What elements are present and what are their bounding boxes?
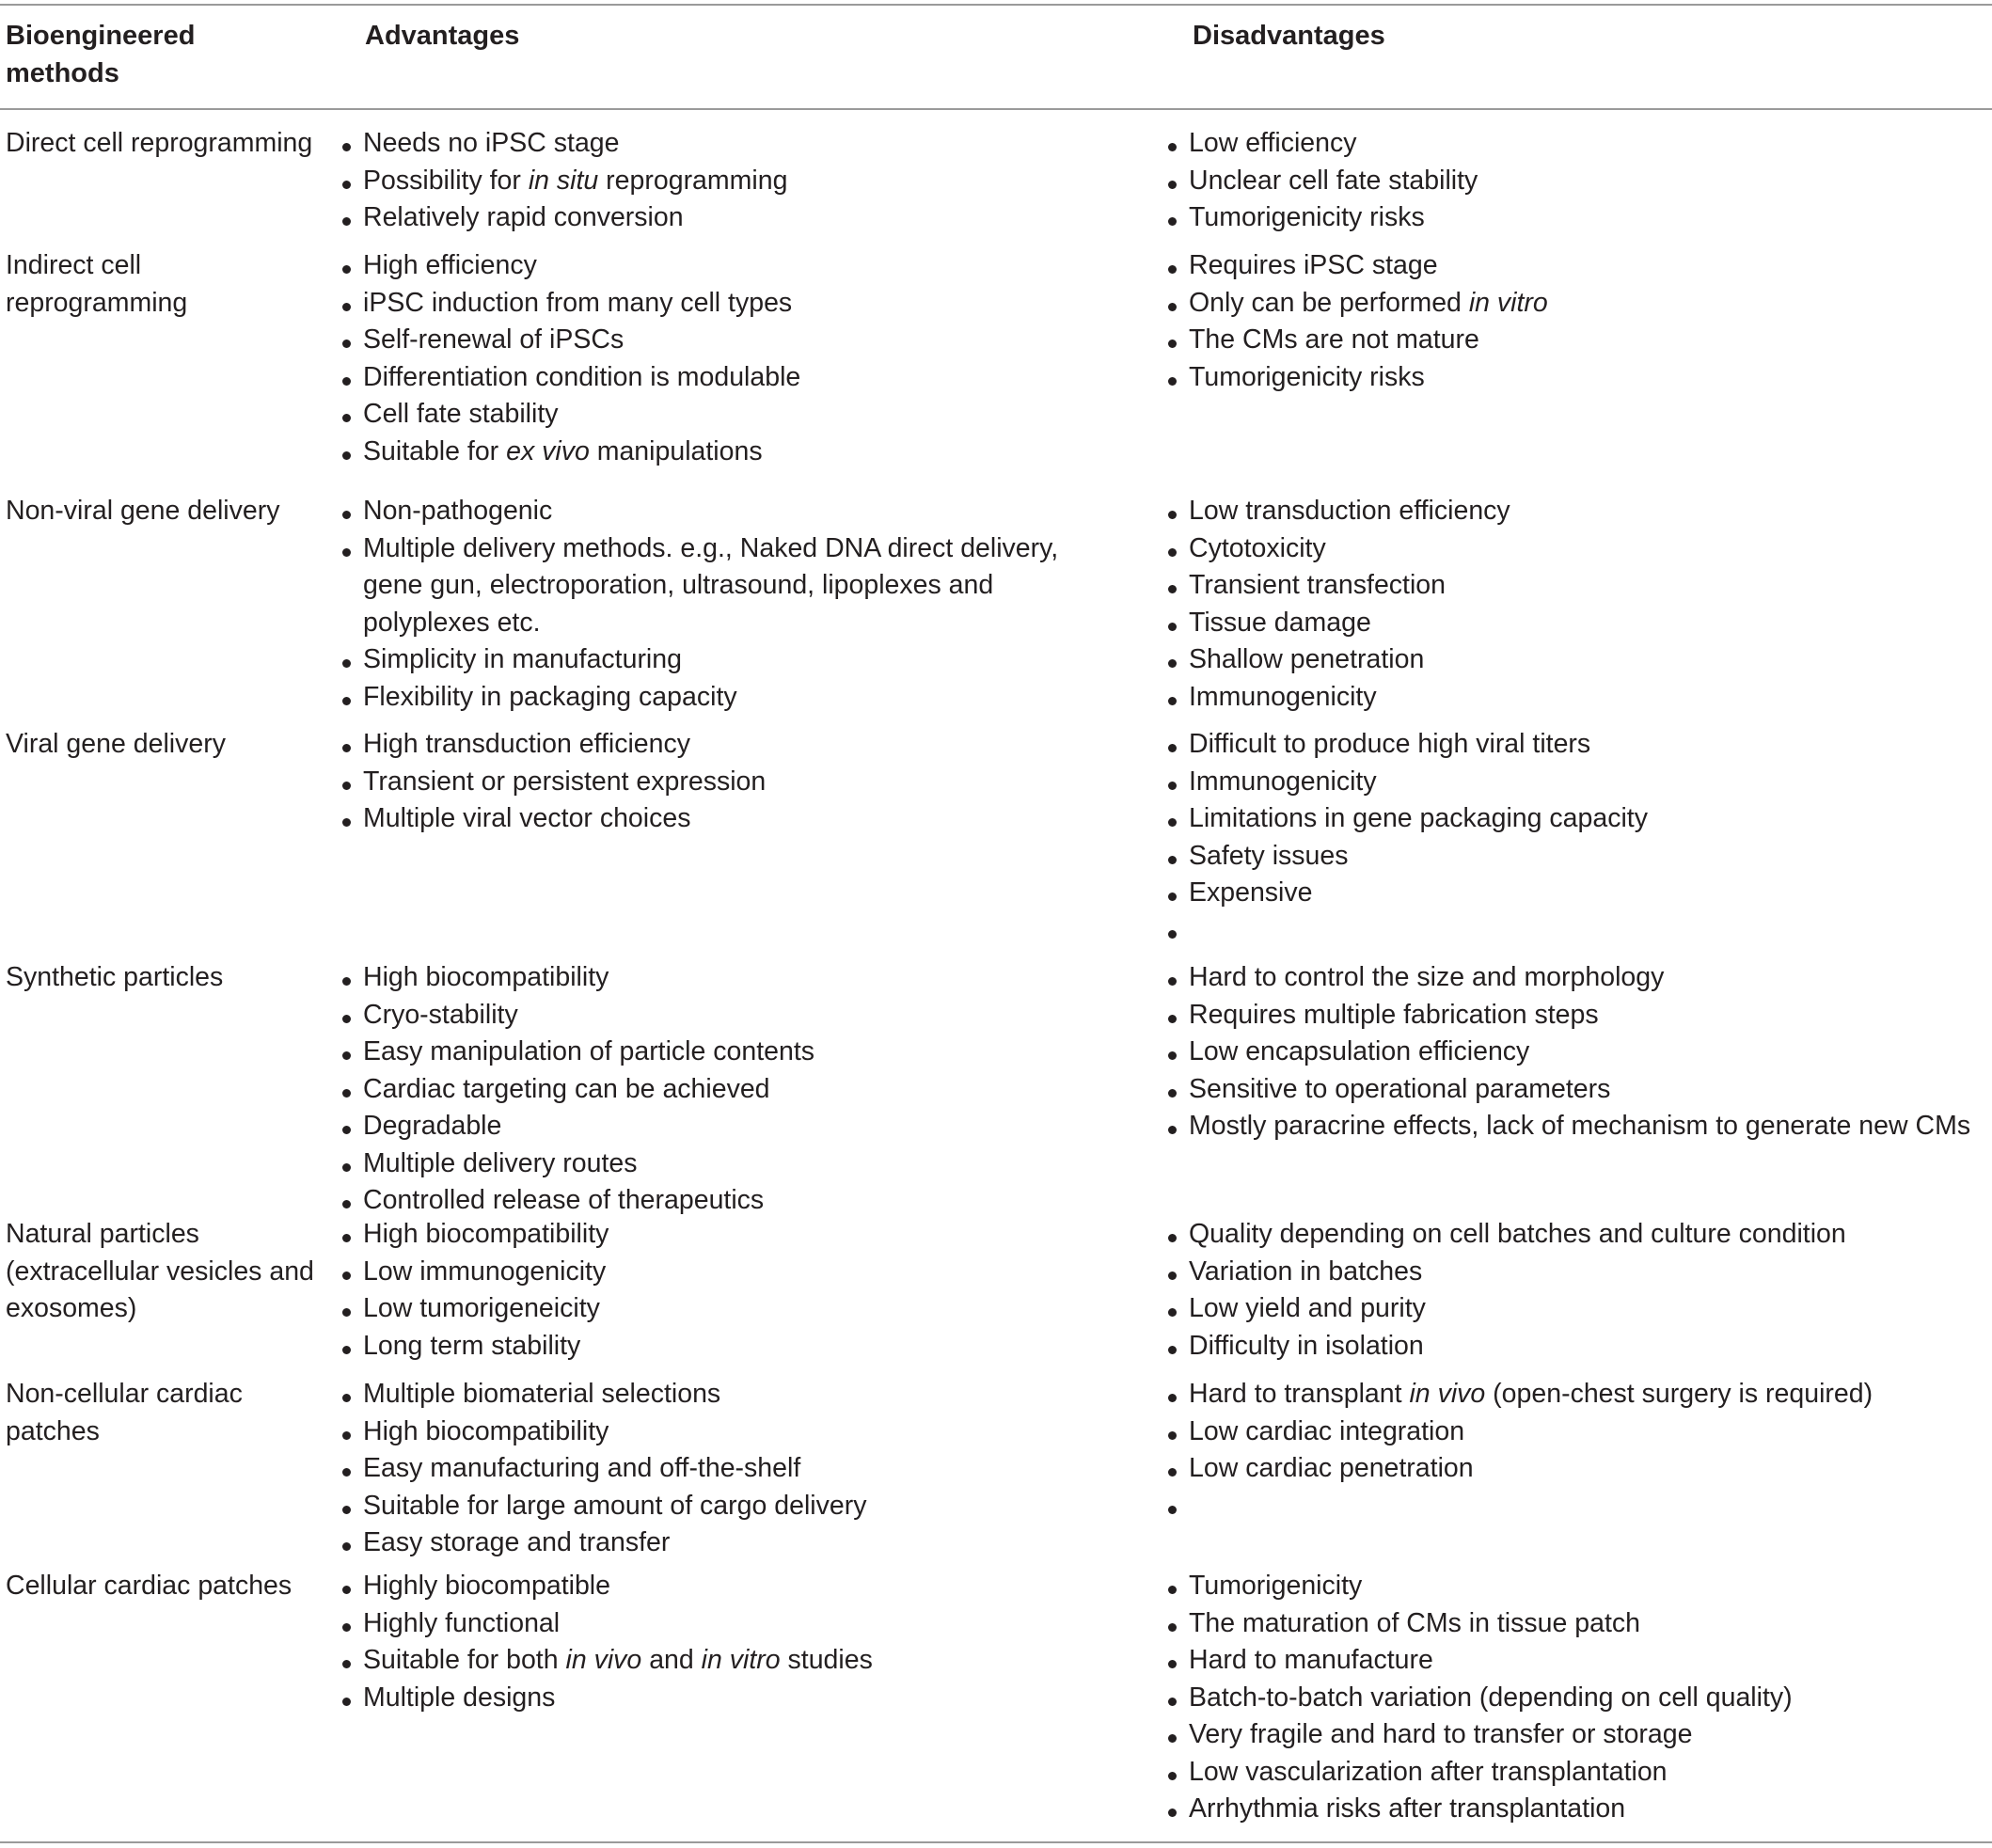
list-item: Self-renewal of iPSCs bbox=[340, 322, 1093, 359]
list-item: Difficult to produce high viral titers bbox=[1166, 726, 1984, 764]
advantages-cell bbox=[340, 1216, 1093, 1365]
list-item: Suitable for ex vivo manipulations bbox=[340, 434, 1093, 471]
list-item: Low cardiac integration bbox=[1166, 1414, 1984, 1451]
list-item: Shallow penetration bbox=[1166, 641, 1984, 679]
disadvantages-list bbox=[1166, 726, 1984, 949]
list-item: Low tumorigeneicity bbox=[340, 1290, 1093, 1328]
list-item: Cell fate stability bbox=[340, 396, 1093, 434]
list-item: Easy manufacturing and off-the-shelf bbox=[340, 1450, 1093, 1488]
list-item: Sensitive to operational parameters bbox=[1166, 1071, 1984, 1109]
list-item: High biocompatibility bbox=[340, 1216, 1093, 1254]
disadvantages-cell bbox=[1166, 1568, 1984, 1828]
list-item: Low encapsulation efficiency bbox=[1166, 1034, 1984, 1071]
method-cell: Viral gene delivery bbox=[6, 729, 226, 759]
advantages-list bbox=[340, 959, 1093, 1220]
list-item: Unclear cell fate stability bbox=[1166, 163, 1984, 200]
advantages-list bbox=[340, 125, 1093, 237]
list-item: Highly functional bbox=[340, 1605, 1093, 1643]
column-header-advantages: Advantages bbox=[365, 21, 520, 51]
disadvantages-cell bbox=[1166, 1376, 1984, 1524]
advantages-list bbox=[340, 247, 1093, 470]
list-item: Arrhythmia risks after transplantation bbox=[1166, 1791, 1984, 1828]
list-item: Differentiation condition is modulable bbox=[340, 359, 1093, 397]
list-item: Immunogenicity bbox=[1166, 679, 1984, 717]
list-item: Low immunogenicity bbox=[340, 1254, 1093, 1291]
list-item: Mostly paracrine effects, lack of mechanism to generate new CMs bbox=[1166, 1108, 1984, 1145]
disadvantages-cell bbox=[1166, 125, 1984, 237]
disadvantages-list bbox=[1166, 125, 1984, 237]
method-cell: Cellular cardiac patches bbox=[6, 1571, 292, 1601]
list-item: Cryo-stability bbox=[340, 997, 1093, 1035]
list-item: Cardiac targeting can be achieved bbox=[340, 1071, 1093, 1109]
list-item: Immunogenicity bbox=[1166, 764, 1984, 801]
list-item: Cytotoxicity bbox=[1166, 530, 1984, 568]
advantages-cell bbox=[340, 493, 1093, 716]
list-item: The CMs are not mature bbox=[1166, 322, 1984, 359]
list-item: Only can be performed in vitro bbox=[1166, 285, 1984, 323]
advantages-list bbox=[340, 1376, 1093, 1562]
list-item: Suitable for large amount of cargo delivery bbox=[340, 1488, 1093, 1525]
disadvantages-list bbox=[1166, 493, 1984, 716]
list-item: Limitations in gene packaging capacity bbox=[1166, 800, 1984, 838]
table-bottom-rule bbox=[0, 1841, 1992, 1843]
list-item: Hard to transplant in vivo (open-chest surgery is required) bbox=[1166, 1376, 1984, 1414]
method-cell: Direct cell reprogramming bbox=[6, 128, 313, 158]
table-top-rule bbox=[0, 4, 1992, 6]
method-cell: Non-viral gene delivery bbox=[6, 496, 280, 526]
list-item: Degradable bbox=[340, 1108, 1093, 1145]
list-item: Non-pathogenic bbox=[340, 493, 1093, 530]
list-item: Multiple biomaterial selections bbox=[340, 1376, 1093, 1414]
method-cell: Indirect cell reprogramming bbox=[6, 250, 188, 318]
list-item: Long term stability bbox=[340, 1328, 1093, 1366]
list-item: High efficiency bbox=[340, 247, 1093, 285]
list-item: Relatively rapid conversion bbox=[340, 199, 1093, 237]
list-item: Variation in batches bbox=[1166, 1254, 1984, 1291]
advantages-cell bbox=[340, 125, 1093, 237]
disadvantages-list bbox=[1166, 959, 1984, 1145]
list-item: Simplicity in manufacturing bbox=[340, 641, 1093, 679]
method-cell: Natural particles (extracellular vesicles and exosomes) bbox=[6, 1219, 314, 1323]
list-item bbox=[1166, 912, 1984, 950]
disadvantages-cell bbox=[1166, 247, 1984, 396]
list-item: Expensive bbox=[1166, 875, 1984, 912]
advantages-cell bbox=[340, 247, 1093, 470]
list-item: Highly biocompatible bbox=[340, 1568, 1093, 1605]
list-item: Batch-to-batch variation (depending on cell quality) bbox=[1166, 1680, 1984, 1717]
method-cell: Non-cellular cardiac patches bbox=[6, 1379, 243, 1446]
list-item: Multiple delivery routes bbox=[340, 1145, 1093, 1183]
disadvantages-list bbox=[1166, 1568, 1984, 1828]
advantages-cell bbox=[340, 1376, 1093, 1562]
method-cell: Synthetic particles bbox=[6, 962, 224, 992]
disadvantages-cell bbox=[1166, 959, 1984, 1145]
disadvantages-cell bbox=[1166, 493, 1984, 716]
list-item: Easy storage and transfer bbox=[340, 1524, 1093, 1562]
disadvantages-cell bbox=[1166, 1216, 1984, 1365]
list-item: Suitable for both in vivo and in vitro studies bbox=[340, 1642, 1093, 1680]
advantages-list bbox=[340, 493, 1093, 716]
list-item: Needs no iPSC stage bbox=[340, 125, 1093, 163]
disadvantages-list bbox=[1166, 1216, 1984, 1365]
list-item bbox=[1166, 1488, 1984, 1525]
list-item: Low cardiac penetration bbox=[1166, 1450, 1984, 1488]
list-item: High biocompatibility bbox=[340, 1414, 1093, 1451]
column-header-methods: Bioengineered methods bbox=[6, 21, 196, 88]
advantages-list bbox=[340, 726, 1093, 838]
list-item: The maturation of CMs in tissue patch bbox=[1166, 1605, 1984, 1643]
disadvantages-list bbox=[1166, 247, 1984, 396]
list-item: Tumorigenicity risks bbox=[1166, 199, 1984, 237]
list-item: Tissue damage bbox=[1166, 605, 1984, 642]
list-item: Possibility for in situ reprogramming bbox=[340, 163, 1093, 200]
list-item: Flexibility in packaging capacity bbox=[340, 679, 1093, 717]
advantages-cell bbox=[340, 726, 1093, 838]
list-item: Difficulty in isolation bbox=[1166, 1328, 1984, 1366]
list-item: Multiple viral vector choices bbox=[340, 800, 1093, 838]
list-item: Controlled release of therapeutics bbox=[340, 1182, 1093, 1220]
list-item: Hard to control the size and morphology bbox=[1166, 959, 1984, 997]
list-item: Tumorigenicity bbox=[1166, 1568, 1984, 1605]
list-item: Low efficiency bbox=[1166, 125, 1984, 163]
list-item: iPSC induction from many cell types bbox=[340, 285, 1093, 323]
disadvantages-list bbox=[1166, 1376, 1984, 1524]
list-item: Tumorigenicity risks bbox=[1166, 359, 1984, 397]
list-item: Multiple delivery methods. e.g., Naked DNA direct delivery, gene gun, electroporation, ultrasound, lipoplexes and polyplexes etc. bbox=[340, 530, 1093, 642]
list-item: Multiple designs bbox=[340, 1680, 1093, 1717]
disadvantages-cell bbox=[1166, 726, 1984, 949]
list-item: Requires iPSC stage bbox=[1166, 247, 1984, 285]
advantages-cell bbox=[340, 959, 1093, 1220]
list-item: Quality depending on cell batches and culture condition bbox=[1166, 1216, 1984, 1254]
advantages-list bbox=[340, 1568, 1093, 1716]
list-item: High transduction efficiency bbox=[340, 726, 1093, 764]
column-header-disadvantages: Disadvantages bbox=[1193, 21, 1385, 51]
advantages-cell bbox=[340, 1568, 1093, 1716]
list-item: Transient transfection bbox=[1166, 567, 1984, 605]
list-item: Low transduction efficiency bbox=[1166, 493, 1984, 530]
list-item: Hard to manufacture bbox=[1166, 1642, 1984, 1680]
list-item: Easy manipulation of particle contents bbox=[340, 1034, 1093, 1071]
list-item: Very fragile and hard to transfer or storage bbox=[1166, 1716, 1984, 1754]
list-item: Transient or persistent expression bbox=[340, 764, 1093, 801]
header-rule bbox=[0, 108, 1992, 110]
list-item: Low vascularization after transplantation bbox=[1166, 1754, 1984, 1792]
list-item: Requires multiple fabrication steps bbox=[1166, 997, 1984, 1035]
advantages-list bbox=[340, 1216, 1093, 1365]
list-item: Low yield and purity bbox=[1166, 1290, 1984, 1328]
list-item: Safety issues bbox=[1166, 838, 1984, 876]
list-item: High biocompatibility bbox=[340, 959, 1093, 997]
